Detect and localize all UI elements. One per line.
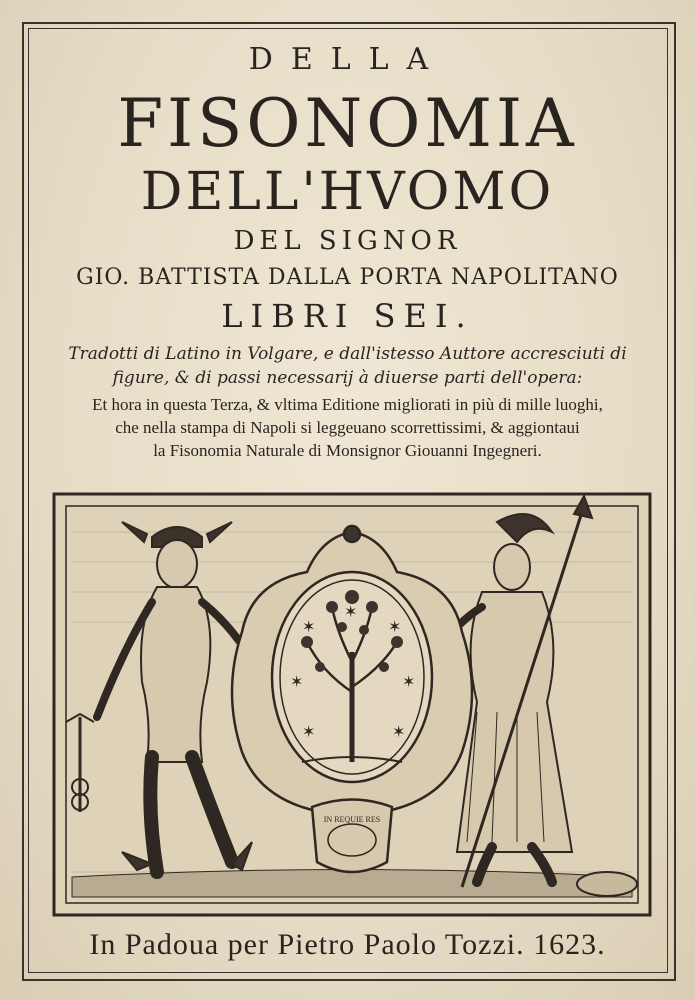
italic-line-1: Tradotti di Latino in Volgare, e dall'istesso Auttore accresciuti di xyxy=(68,344,627,364)
svg-text:✶: ✶ xyxy=(302,617,316,636)
roman-line-3: la Fisonomia Naturale di Monsignor Giouanni Ingegneri. xyxy=(153,441,542,460)
engraving-illustration xyxy=(52,492,652,917)
svg-text:✶: ✶ xyxy=(290,672,304,691)
svg-text:✶: ✶ xyxy=(302,722,316,741)
title-line-della: DELLA xyxy=(248,42,447,77)
author-line: GIO. BATTISTA DALLA PORTA NAPOLITANO xyxy=(76,265,619,290)
libri-sei-line: LIBRI SEI. xyxy=(221,297,474,335)
roman-line-2: che nella stampa di Napoli si leggeuano scorrettissimi, & aggiontaui xyxy=(115,418,580,437)
imprint-line: In Padoua per Pietro Paolo Tozzi. 1623. xyxy=(89,928,606,961)
svg-text:✶: ✶ xyxy=(392,722,406,741)
title-line-fisonomia: FISONOMIA xyxy=(117,88,578,160)
roman-line-1: Et hora in questa Terza, & vltima Editione migliorati in più di mille luoghi, xyxy=(92,395,603,414)
svg-text:✶: ✶ xyxy=(388,617,402,636)
title-line-del-signor: DEL SIGNOR xyxy=(233,226,462,256)
title-line-dellhuomo: DELL'HVOMO xyxy=(140,163,555,221)
italic-line-2: figure, & di passi necessarij à diuerse parti dell'opera: xyxy=(112,368,583,388)
svg-text:✶: ✶ xyxy=(344,602,358,621)
svg-text:✶: ✶ xyxy=(402,672,416,691)
emblem-motto: IN REQUIE RES xyxy=(323,815,381,824)
